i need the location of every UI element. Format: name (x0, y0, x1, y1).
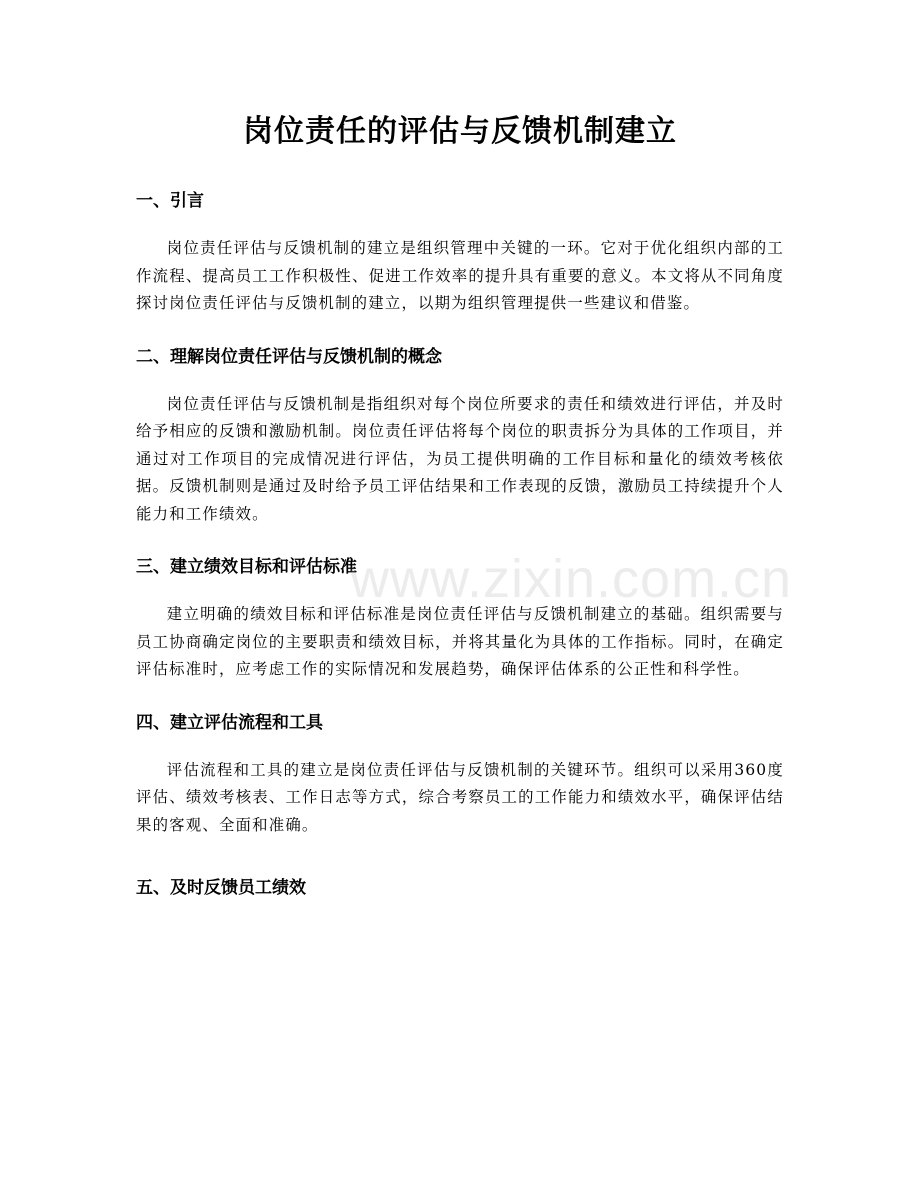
section-paragraph-process-tools: 评估流程和工具的建立是岗位责任评估与反馈机制的关键环节。组织可以采用360度评估、绩效考核表、工作日志等方式，综合考察员工的工作能力和绩效水平，确保评估结果的客观、全面和准确。 (136, 760, 784, 834)
section-paragraph-concept: 岗位责任评估与反馈机制是指组织对每个岗位所要求的责任和绩效进行评估，并及时给予相应的反馈和激励机制。岗位责任评估将每个岗位的职责拆分为具体的工作项目，并通过对工作项目的完成情况进行评估，为员工提供明确的工作目标和量化的绩效考核依据。反馈机制则是通过及时给予员工评估结果和工作表现的反馈，激励员工持续提升个人能力和工作绩效。 (136, 394, 784, 523)
section-heading-feedback: 五、及时反馈员工绩效 (136, 878, 306, 898)
section-heading-goals-standards: 三、建立绩效目标和评估标准 (136, 557, 357, 577)
section-heading-process-tools: 四、建立评估流程和工具 (136, 712, 323, 733)
section-heading-concept: 二、理解岗位责任评估与反馈机制的概念 (136, 346, 442, 367)
section-heading-introduction: 一、引言 (136, 191, 204, 211)
section-paragraph-introduction: 岗位责任评估与反馈机制的建立是组织管理中关键的一环。它对于优化组织内部的工作流程、提高员工工作积极性、促进工作效率的提升具有重要的意义。本文将从不同角度探讨岗位责任评估与反馈机制的建立，以期为组织管理提供一些建议和借鉴。 (136, 239, 784, 312)
watermark-text: www.zixin.com.cn (350, 549, 793, 609)
page-title: 岗位责任的评估与反馈机制建立 (243, 114, 677, 149)
section-paragraph-goals-standards: 建立明确的绩效目标和评估标准是岗位责任评估与反馈机制建立的基础。组织需要与员工协商确定岗位的主要职责和绩效目标，并将其量化为具体的工作指标。同时，在确定评估标准时，应考虑工作的实际情况和发展趋势，确保评估体系的公正性和科学性。 (136, 605, 784, 678)
